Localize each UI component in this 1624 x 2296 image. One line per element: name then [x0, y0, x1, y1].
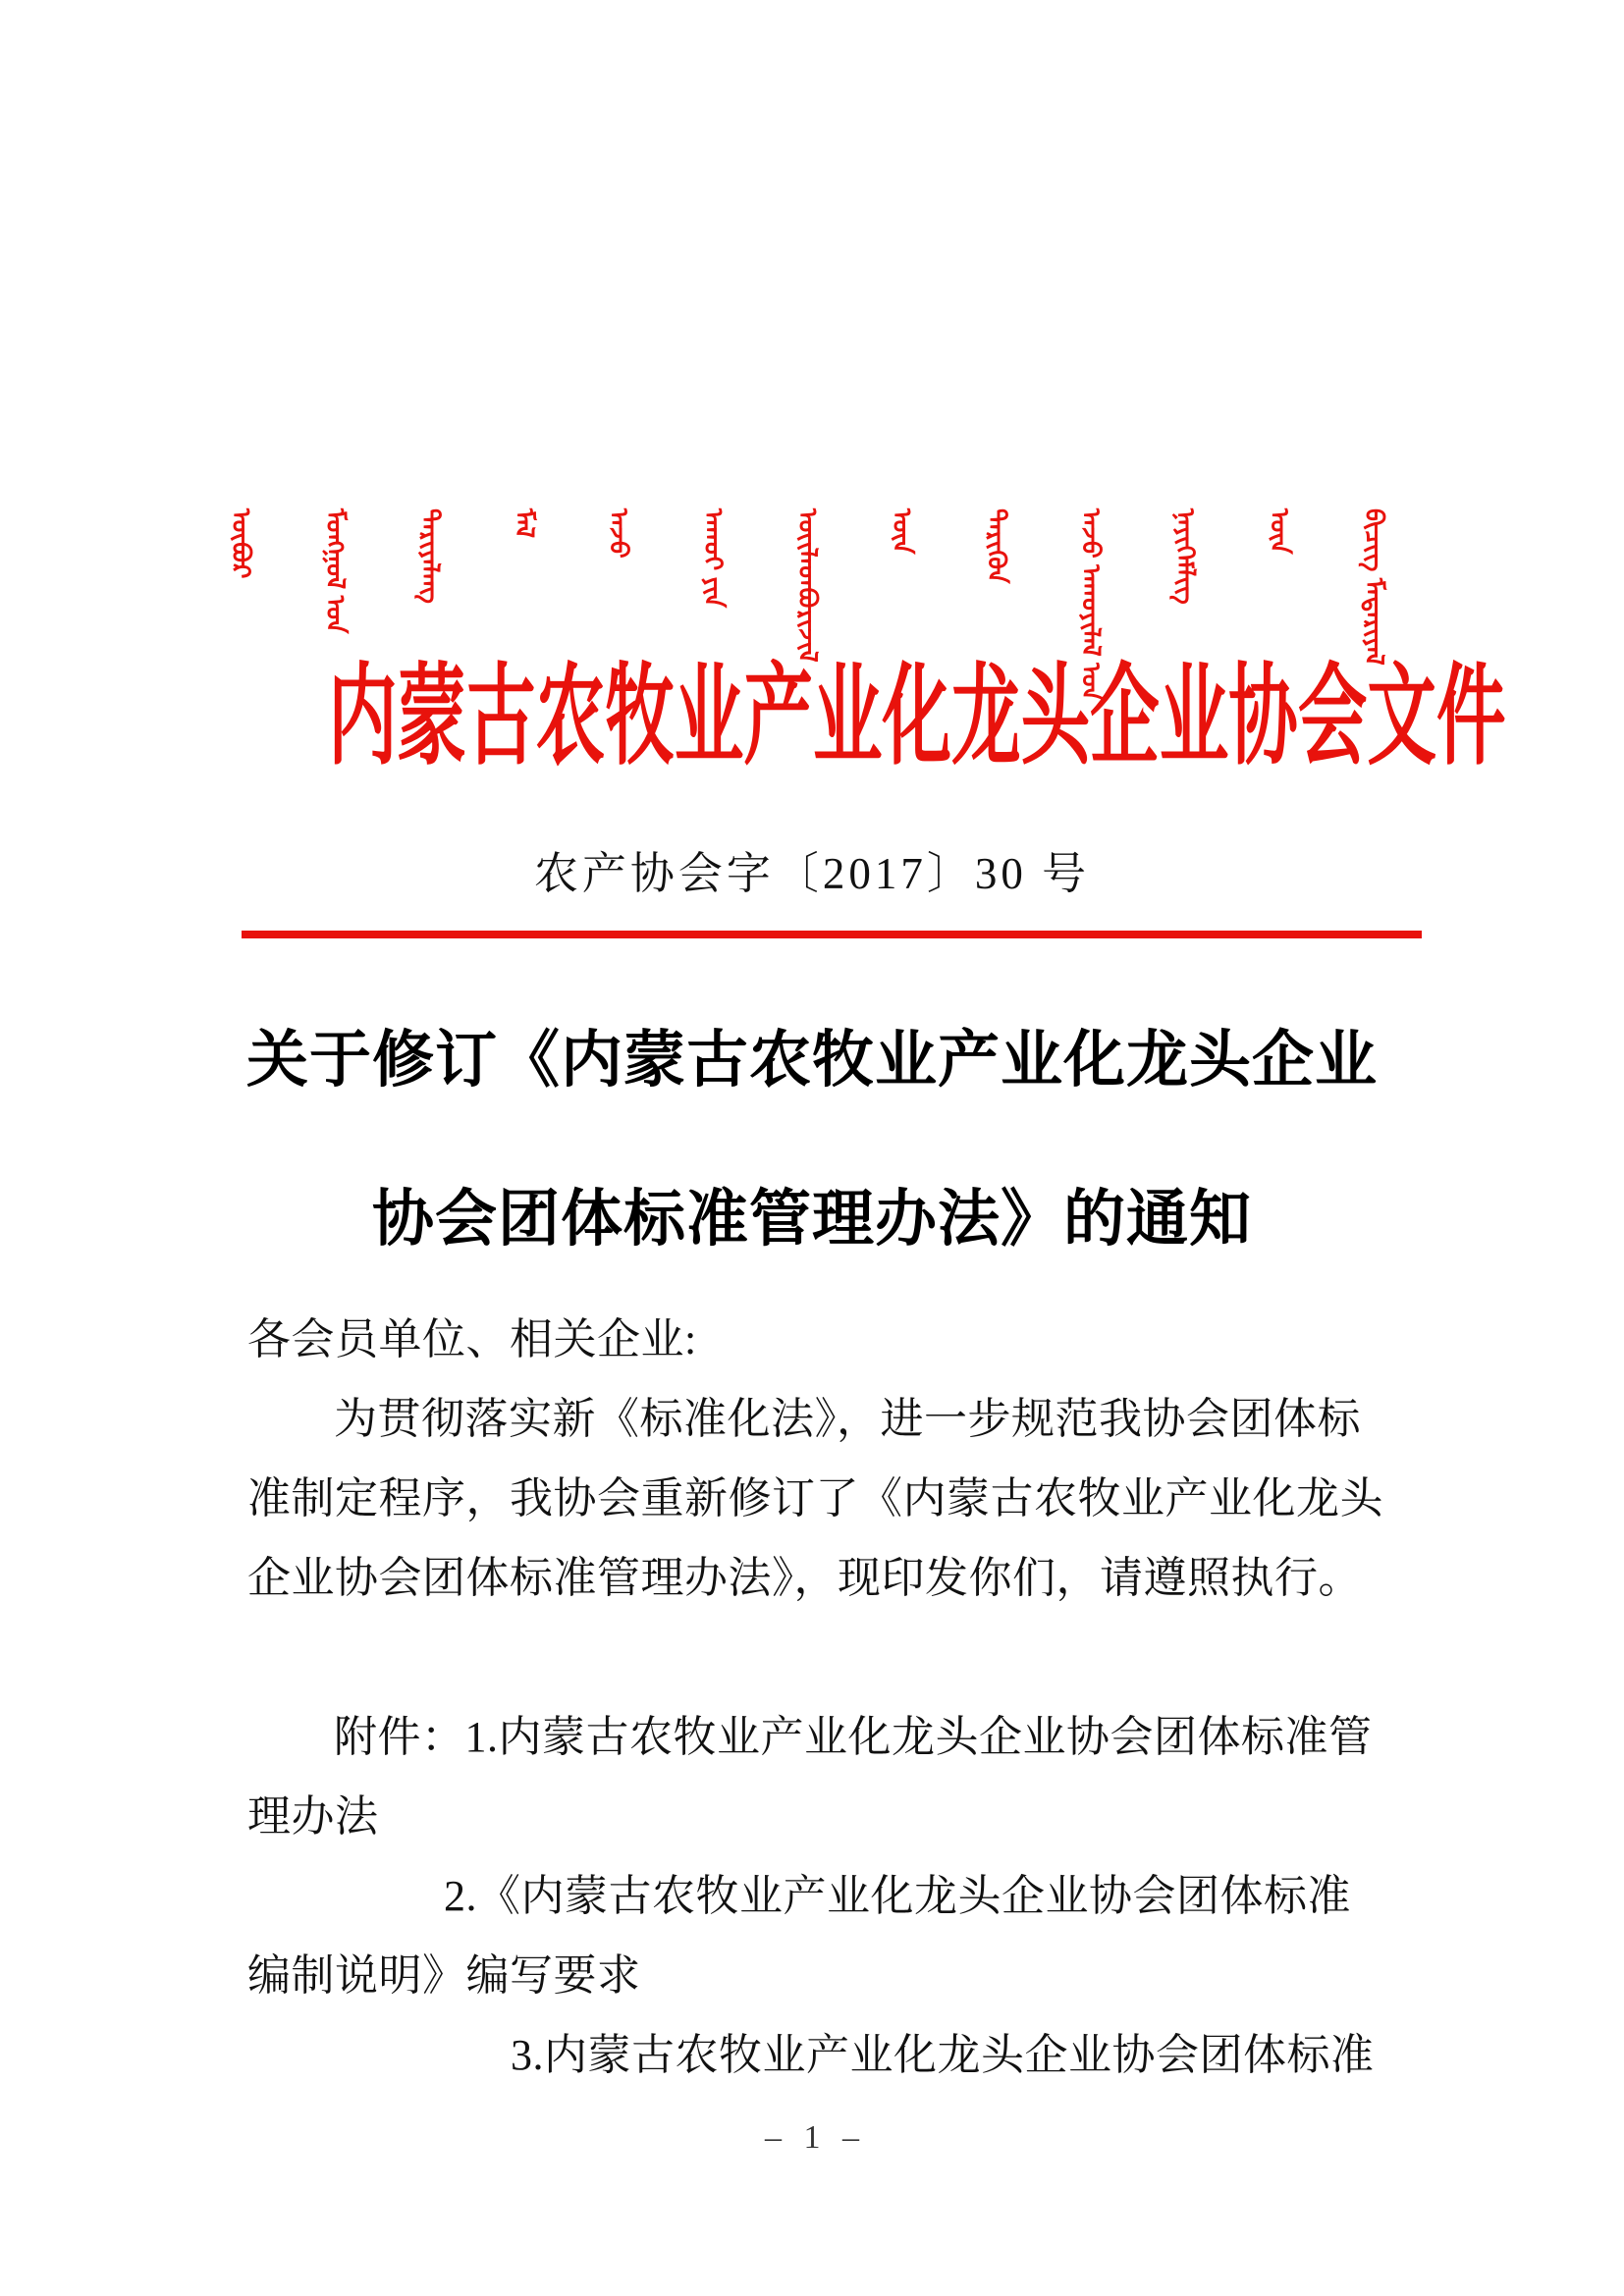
notice-title-line2: 协会团体标准管理办法》的通知	[372, 1185, 1252, 1254]
mongolian-script-row	[227, 508, 1388, 702]
paragraph-line: 企业协会团体标准管理办法》，现印发你们，请遵照执行。	[247, 1554, 1362, 1602]
mongolian-word: ᠲᠠᠷᠢᠶᠠᠯᠠᠩ	[415, 508, 445, 605]
attachment-line: 2.《内蒙古农牧业产业化龙头企业协会团体标准	[444, 1872, 1351, 1920]
mongolian-word: ᠮᠣᠩᠭᠣᠯ ᠤᠨ	[321, 508, 351, 634]
mongolian-word: ᠠᠵᠤ	[604, 508, 633, 559]
red-divider-line	[242, 931, 1422, 938]
org-masthead-title: 内蒙古农牧业产业化龙头企业协会文件	[327, 657, 1506, 778]
paragraph-line: 准制定程序，我协会重新修订了《内蒙古农牧业产业化龙头	[247, 1474, 1383, 1522]
mongolian-word: ᠮᠠᠯ	[510, 508, 539, 539]
mongolian-word: ᠲᠡᠷᠢᠭᠦᠨ	[982, 508, 1011, 584]
notice-title-line1: 关于修订《内蒙古农牧业产业化龙头企业	[246, 1026, 1378, 1095]
paragraph-line: 为贯彻落实新《标准化法》，进一步规范我协会团体标	[334, 1395, 1361, 1443]
attachment-line: 附件：1.内蒙古农牧业产业化龙头企业协会团体标准管	[334, 1713, 1373, 1761]
salutation: 各会员单位、相关企业:	[247, 1315, 697, 1363]
mongolian-word: ᠦᠢᠯᠡᠳᠪᠦᠷᠢᠵᠢᠯ	[792, 508, 822, 663]
mongolian-word: ᠦᠨ	[1265, 508, 1294, 555]
mongolian-word: ᠪᠢᠴᠢᠭ ᠮᠠᠲᠡᠷᠢᠶᠠᠯ	[1359, 508, 1388, 666]
attachment-line: 3.内蒙古农牧业产业化龙头企业协会团体标准	[511, 2031, 1375, 2079]
attachment-line: 编制说明》编写要求	[247, 1951, 641, 2000]
mongolian-word: ᠦᠨ	[888, 508, 917, 555]
page-number: – 1 –	[765, 2119, 859, 2156]
mongolian-word: ᠠᠵᠤ ᠠᠬᠤᠶᠢᠯᠠᠯ ᠤᠨ	[1076, 508, 1106, 702]
mongolian-word: ᠨᠡᠶᠢᠭᠡᠮᠯᠢᠭ	[1170, 508, 1200, 605]
doc-reference-number: 农产协会字〔2017〕30 号	[533, 849, 1091, 898]
mongolian-word: ᠠᠬᠤᠢ ᠶᠢᠨ	[698, 508, 728, 609]
attachment-line: 理办法	[247, 1792, 379, 1841]
mongolian-word: ᠥᠪᠥᠷ	[227, 508, 255, 579]
